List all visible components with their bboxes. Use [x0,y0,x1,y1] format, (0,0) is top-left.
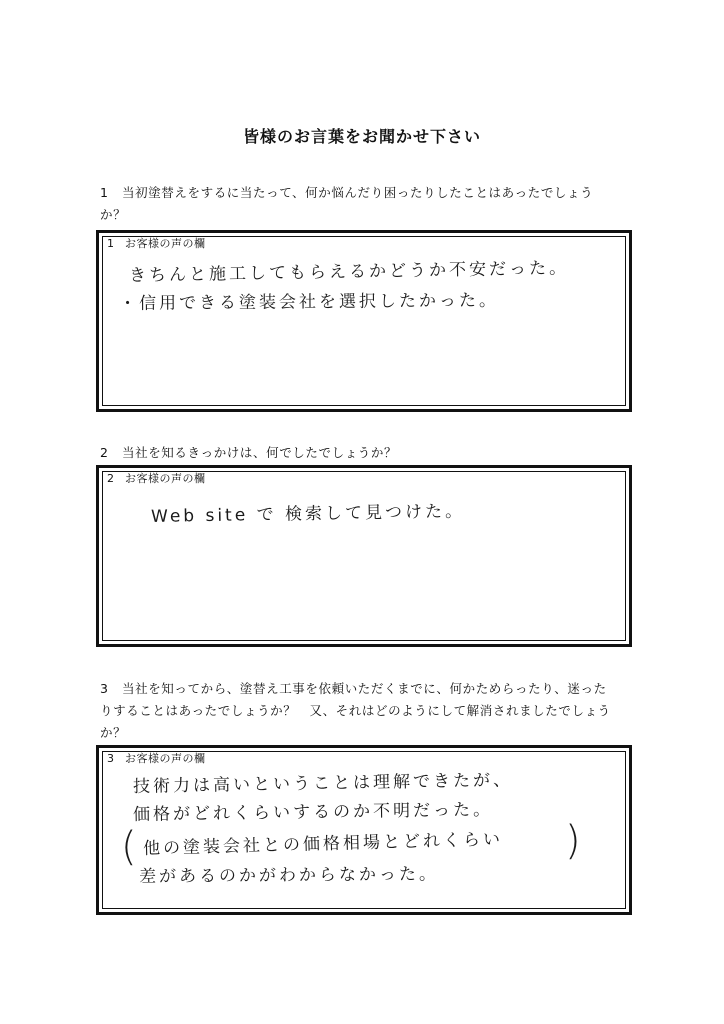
question-3 [100,678,640,744]
handwritten-answer-line: きちんと施工してもらえるかどうか不安だった。 [128,258,570,286]
question-3-line-1 [100,678,640,700]
handwritten-answer-line: ・信用できる塗装会社を選択したかった。 [118,290,500,314]
handwritten-answer-line: Web site で 検索して見つけた。 [150,501,466,527]
question-number: 2 [100,445,109,460]
box-label-text: お客様の声の欄 [125,472,206,485]
answer-box-label [107,235,206,251]
answer-box-label [107,750,206,766]
close-paren-mark: ) [565,818,581,864]
question-3-line-2: りすることはあったでしょうか？ 又、それはどのようにして解消されましたでしょう [100,703,611,718]
box-number: 3 [107,752,115,765]
question-text: 当初塗替えをするに当たって、何か悩んだり困ったりしたことはあったでしょう [122,185,594,200]
question-1-line-2: か？ [100,207,127,222]
answer-box-2 [96,465,632,647]
question-text: 当社を知るきっかけは、何でしたでしょうか？ [122,445,398,460]
box-number: 1 [107,237,115,250]
question-2-line-1 [100,442,640,464]
box-label-text: お客様の声の欄 [125,237,206,250]
handwritten-answer-line: 価格がどれくらいするのか不明だった。 [132,799,494,825]
question-2 [100,442,640,464]
question-1-line-1 [100,182,640,204]
question-number: 1 [100,185,109,200]
answer-box-label [107,470,206,486]
handwritten-answer-line: 差があるのかがわからなかった。 [138,864,440,887]
question-number: 3 [100,681,109,696]
handwritten-answer-line: 技術力は高いということは理解できたが、 [132,770,514,797]
answer-box-inner-border [102,471,626,641]
answer-box-3 [96,745,632,915]
box-label-text: お客様の声の欄 [125,752,206,765]
box-number: 2 [107,472,115,485]
page-title: 皆様のお言葉をお聞かせ下さい [242,127,481,146]
question-1 [100,182,640,226]
question-3-line-3: か？ [100,725,127,740]
handwritten-answer-line: 他の塗装会社との価格相場とどれくらい [142,829,504,859]
question-text: 当社を知ってから、塗替え工事を依頼いただくまでに、何かためらったり、迷った [122,681,607,696]
answer-box-1 [96,230,632,412]
open-paren-mark: ( [121,824,137,870]
